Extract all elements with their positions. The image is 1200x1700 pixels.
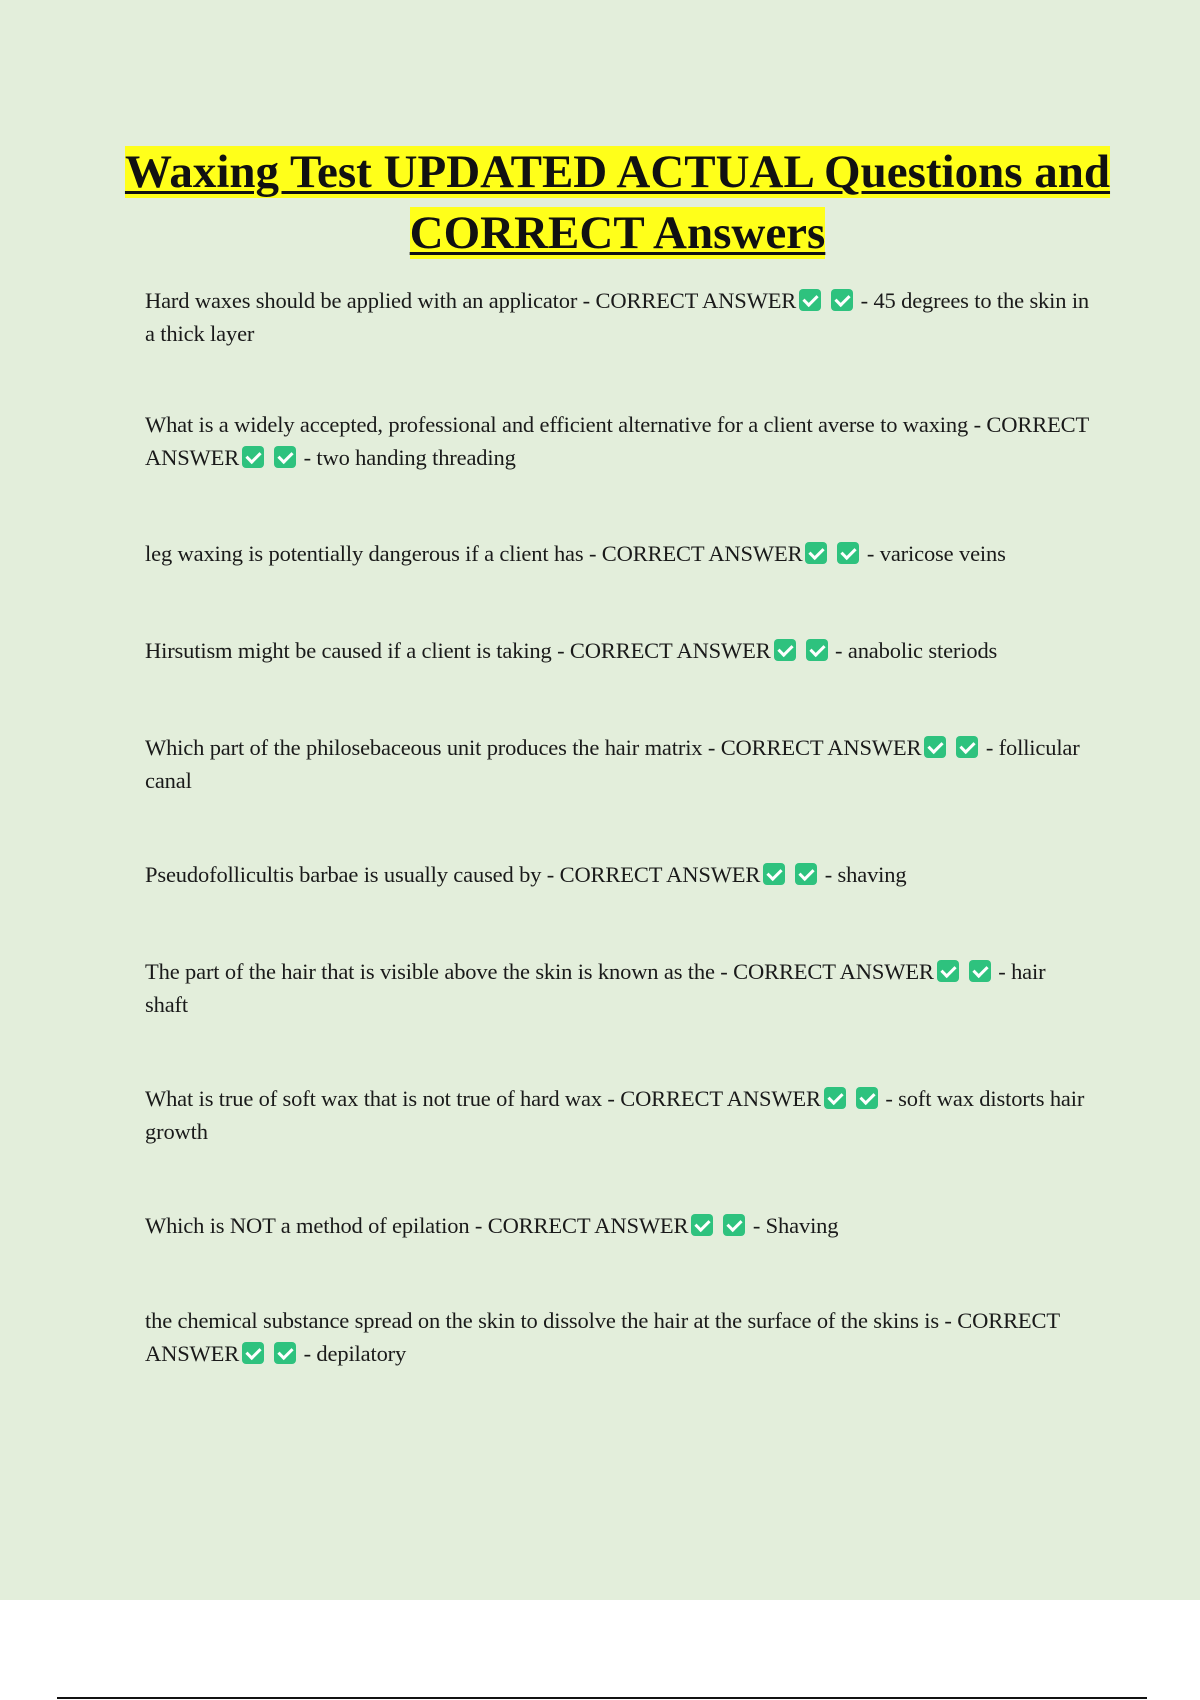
checkmark-icon — [763, 863, 785, 885]
checkmark-icon — [856, 1087, 878, 1109]
question-text: the chemical substance spread on the skin to dissolve the hair at the surface of the skins is - — [145, 1308, 958, 1333]
question-text: Hirsutism might be caused if a client is taking - — [145, 638, 570, 663]
checkmark-icon — [691, 1214, 713, 1236]
answer-text: - two handing threading — [298, 445, 516, 470]
qa-item — [145, 1082, 1090, 1148]
checkmark-icon — [837, 542, 859, 564]
qa-item — [145, 537, 1090, 570]
qa-item — [145, 731, 1090, 797]
checkmark-icon — [924, 736, 946, 758]
answer-text: - depilatory — [298, 1341, 407, 1366]
answer-marker: CORRECT ANSWER — [145, 412, 1089, 470]
answer-marker: CORRECT ANSWER — [559, 862, 761, 887]
answer-marker: CORRECT ANSWER — [595, 288, 797, 313]
question-text: What is a widely accepted, professional and efficient alternative for a client averse to waxing - — [145, 412, 987, 437]
answer-text: - varicose veins — [861, 541, 1006, 566]
qa-item — [145, 955, 1090, 1021]
qa-item — [145, 408, 1090, 474]
checkmark-icon — [824, 1087, 846, 1109]
checkmark-icon — [831, 289, 853, 311]
qa-item — [145, 858, 1090, 891]
checkmark-icon — [774, 639, 796, 661]
question-text: leg waxing is potentially dangerous if a client has - — [145, 541, 602, 566]
question-text: Hard waxes should be applied with an applicator - — [145, 288, 596, 313]
answer-marker: CORRECT ANSWER — [733, 959, 934, 984]
checkmark-icon — [956, 736, 978, 758]
checkmark-icon — [274, 1342, 296, 1364]
answer-marker: CORRECT ANSWER — [720, 735, 922, 760]
answer-marker: CORRECT ANSWER — [601, 541, 803, 566]
checkmark-icon — [799, 289, 821, 311]
footer-divider — [57, 1697, 1147, 1699]
answer-text: - Shaving — [747, 1213, 839, 1238]
title-block — [100, 142, 1135, 264]
checkmark-icon — [937, 960, 959, 982]
qa-item — [145, 284, 1090, 350]
question-text: Pseudofollicultis barbae is usually caused by - — [145, 862, 560, 887]
answer-marker: CORRECT ANSWER — [487, 1213, 689, 1238]
checkmark-icon — [806, 639, 828, 661]
answer-text: - anabolic steriods — [829, 638, 998, 663]
answer-text: - 45 degrees to the skin in a thick layer — [145, 288, 1090, 346]
checkmark-icon — [795, 863, 817, 885]
answer-text: - soft wax distorts hair growth — [145, 1086, 1085, 1144]
answer-text: - shaving — [819, 862, 907, 887]
page-title: Waxing Test UPDATED ACTUAL Questions and CORRECT Answers — [124, 146, 1111, 259]
checkmark-icon — [969, 960, 991, 982]
question-text: Which is NOT a method of epilation - — [145, 1213, 488, 1238]
qa-item — [145, 634, 1090, 667]
answer-marker: CORRECT ANSWER — [620, 1086, 821, 1111]
answer-text: - follicular canal — [145, 735, 1080, 793]
qa-item — [145, 1304, 1090, 1370]
qa-item — [145, 1209, 1090, 1242]
checkmark-icon — [805, 542, 827, 564]
checkmark-icon — [242, 1342, 264, 1364]
answer-marker: CORRECT ANSWER — [145, 1308, 1060, 1366]
checkmark-icon — [274, 446, 296, 468]
question-text: Which part of the philosebaceous unit produces the hair matrix - — [145, 735, 721, 760]
question-text: The part of the hair that is visible above the skin is known as the - — [145, 959, 734, 984]
question-text: What is true of soft wax that is not true of hard wax - — [145, 1086, 621, 1111]
answer-text: - hair shaft — [145, 959, 1046, 1017]
checkmark-icon — [723, 1214, 745, 1236]
checkmark-icon — [242, 446, 264, 468]
answer-marker: CORRECT ANSWER — [569, 638, 771, 663]
